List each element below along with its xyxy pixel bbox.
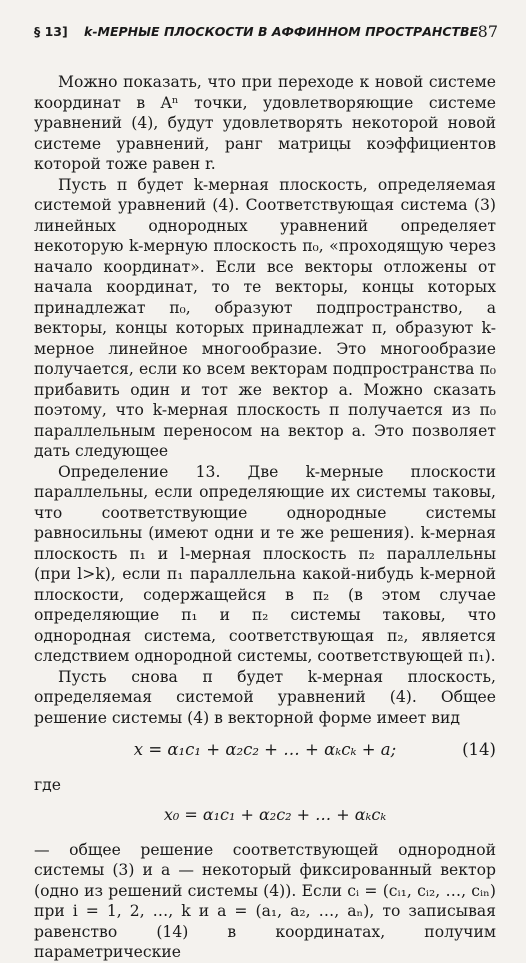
paragraph-1: Можно показать, что при переходе к новой системе координат в Aⁿ точки, удовлетворяющие системе уравнений (4), будут удовлетворять некоторой новой системе уравнений, ранг матрицы коэффициентов которой тоже равен r.	[34, 73, 496, 173]
page-body	[34, 72, 496, 963]
paragraph-4: Пусть снова π будет k-мерная плоскость, определяемая системой уравнений (4). Общее решение системы (4) в векторной форме имеет вид	[34, 667, 496, 727]
definition-13: Определение 13. Две k-мерные плоскости параллельны, если определяющие их системы таковы, что соответствующие однородные системы равносильны (имеют одни и те же решения). k-мерная плоскость π₁ и l-мерная плоскость π₂ параллельны (при l>k), если π₁ параллельна какой-нибудь k-мерной плоскости, содержащейся в π₂ (в этом случае определяющие π₁ и π₂ системы таковы, что однородная система, соответствующая π₂, является следствием однородной системы, соответствующей π₁).	[34, 462, 496, 665]
page-number: 87	[477, 22, 498, 41]
paragraph-5: — общее решение соответствующей однородной системы (3) и a — некоторый фиксированный вектор (одно из решений системы (4)). Если cᵢ = (cᵢ₁, cᵢ₂, …, cᵢₙ) при i = 1, 2, …, k и a = (a₁, a₂, …, aₙ), то записывая равенство (14) в координатах, получим параметрические	[34, 840, 496, 961]
formula-14	[34, 740, 496, 761]
paragraph-2: Пусть π будет k-мерная плоскость, определяемая системой уравнений (4). Соответствующая система (3) линейных однородных уравнений определяет некоторую k-мерную плоскость π₀, «проходящую через начало координат». Если все векторы отложены от начала координат, то те векторы, концы которых принадлежат π₀, образуют подпространство, а векторы, концы которых принадлежат π, образуют k-мерное линейное многообразие. Это многообразие получается, если ко всем векторам подпространства π₀ прибавить один и тот же вектор a. Можно сказать поэтому, что k-мерная плоскость π получается из π₀ параллельным переносом на вектор a. Это позволяет дать следующее	[34, 175, 496, 460]
running-header	[34, 24, 498, 44]
where-word: где	[34, 775, 61, 794]
section-number: § 13]	[34, 24, 68, 39]
formula-14-expression: x = α₁c₁ + α₂c₂ + … + αₖcₖ + a;	[133, 740, 397, 759]
chapter-title: k-МЕРНЫЕ ПЛОСКОСТИ В АФФИННОМ ПРОСТРАНСТВЕ	[84, 24, 479, 39]
formula-14-number: (14)	[462, 740, 496, 759]
formula-homogeneous: x₀ = α₁c₁ + α₂c₂ + … + αₖcₖ	[163, 805, 387, 824]
